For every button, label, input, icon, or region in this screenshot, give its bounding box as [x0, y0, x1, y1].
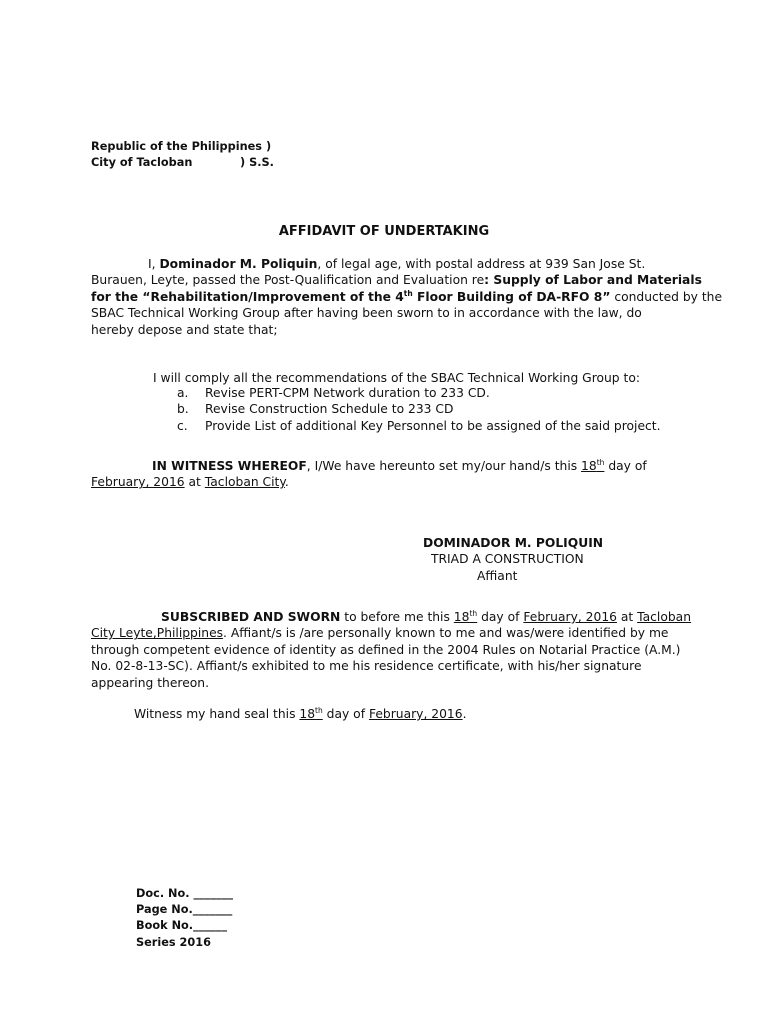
venue-city: City of Tacloban — [91, 156, 193, 169]
opening-paragraph — [91, 256, 722, 338]
seal-month: February, 2016 — [368, 707, 463, 721]
seal-day — [299, 707, 322, 721]
affiant-name-inline: Dominador M. Poliquin — [159, 257, 318, 271]
book-number: Book No.______ — [136, 919, 227, 933]
venue-block — [91, 139, 274, 171]
undertaking-intro: I will comply all the recommendations of the SBAC Technical Working Group to: — [153, 371, 641, 385]
p1-text: conducted by the — [610, 289, 723, 304]
page-number: Page No._______ — [136, 903, 233, 917]
signature-block — [423, 535, 613, 584]
seal-text: Witness my hand seal this — [134, 707, 300, 721]
jurat-text: day of — [477, 610, 524, 624]
jurat-day — [454, 610, 477, 624]
jurat-month: February, 2016 — [523, 610, 617, 624]
witness-text: at — [184, 475, 205, 490]
project-title: for the “Rehabilitation/Improvement of the 4 — [91, 289, 404, 304]
superscript: th — [315, 705, 323, 715]
superscript: th — [403, 288, 413, 298]
notarial-docket — [136, 886, 233, 951]
project-subject: : Supply of Labor and Materials — [484, 273, 702, 288]
jurat-text: . Affiant/s is /are personally known to me and was/were identified by me — [223, 626, 669, 641]
p1-text: , of legal age, with postal address at 939 San Jose St. — [317, 257, 646, 271]
p1-text: hereby depose and state that; — [91, 322, 278, 337]
jurat-text: No. 02-8-13-SC). Affiant/s exhibited to me his residence certificate, with his/her signature — [91, 659, 642, 674]
list-letter: c. — [177, 418, 188, 433]
venue-republic: Republic of the Philippines ) — [91, 140, 272, 153]
list-letter: a. — [177, 386, 189, 400]
witness-text: day of — [604, 459, 647, 473]
seal-text: day of — [322, 707, 369, 721]
affiant-company: TRIAD A CONSTRUCTION — [431, 552, 584, 567]
list-text: Revise PERT-CPM Network duration to 233 CD. — [205, 386, 490, 400]
seal-line — [91, 706, 466, 722]
witness-heading: IN WITNESS WHEREOF — [152, 459, 307, 473]
affiant-name: DOMINADOR M. POLIQUIN — [423, 536, 604, 550]
day-number: 18 — [453, 610, 470, 624]
series: Series 2016 — [136, 935, 212, 949]
day-number: 18 — [299, 707, 316, 721]
superscript: th — [596, 457, 605, 467]
jurat-text: through competent evidence of identity as defined in the 2004 Rules on Notarial Practice (A.M.) — [91, 642, 681, 657]
project-title: Floor Building of DA-RFO 8” — [412, 289, 611, 304]
venue-ss: ) S.S. — [240, 156, 274, 169]
witness-month: February, 2016 — [91, 475, 185, 490]
witness-place: Tacloban City — [204, 475, 285, 490]
jurat-text: at — [616, 610, 638, 624]
seal-text: . — [462, 707, 467, 721]
jurat-heading: SUBSCRIBED AND SWORN — [161, 610, 341, 624]
witness-text: . — [284, 475, 289, 490]
p1-text: Burauen, Leyte, passed the Post-Qualification and Evaluation re — [91, 273, 485, 288]
list-letter: b. — [177, 402, 189, 417]
jurat-place: Tacloban — [637, 610, 692, 624]
witness-day — [581, 459, 604, 473]
list-text: Revise Construction Schedule to 233 CD — [205, 402, 454, 417]
affiant-role: Affiant — [477, 568, 518, 583]
list-text: Provide List of additional Key Personnel to be assigned of the said project. — [205, 418, 661, 433]
jurat-paragraph — [91, 609, 691, 691]
witness-paragraph — [91, 458, 647, 491]
jurat-text: appearing thereon. — [91, 675, 209, 690]
witness-text: , I/We have hereunto set my/our hand/s this — [306, 459, 582, 473]
p1-text: SBAC Technical Working Group after having been sworn to in accordance with the law, do — [91, 306, 642, 321]
document-title: AFFIDAVIT OF UNDERTAKING — [278, 224, 490, 239]
doc-number: Doc. No. _______ — [136, 887, 234, 900]
p1-text: I, — [148, 257, 160, 271]
jurat-place: City Leyte,Philippines — [91, 626, 224, 641]
day-number: 18 — [581, 459, 597, 473]
superscript: th — [469, 608, 478, 618]
jurat-text: to before me this — [340, 610, 454, 624]
